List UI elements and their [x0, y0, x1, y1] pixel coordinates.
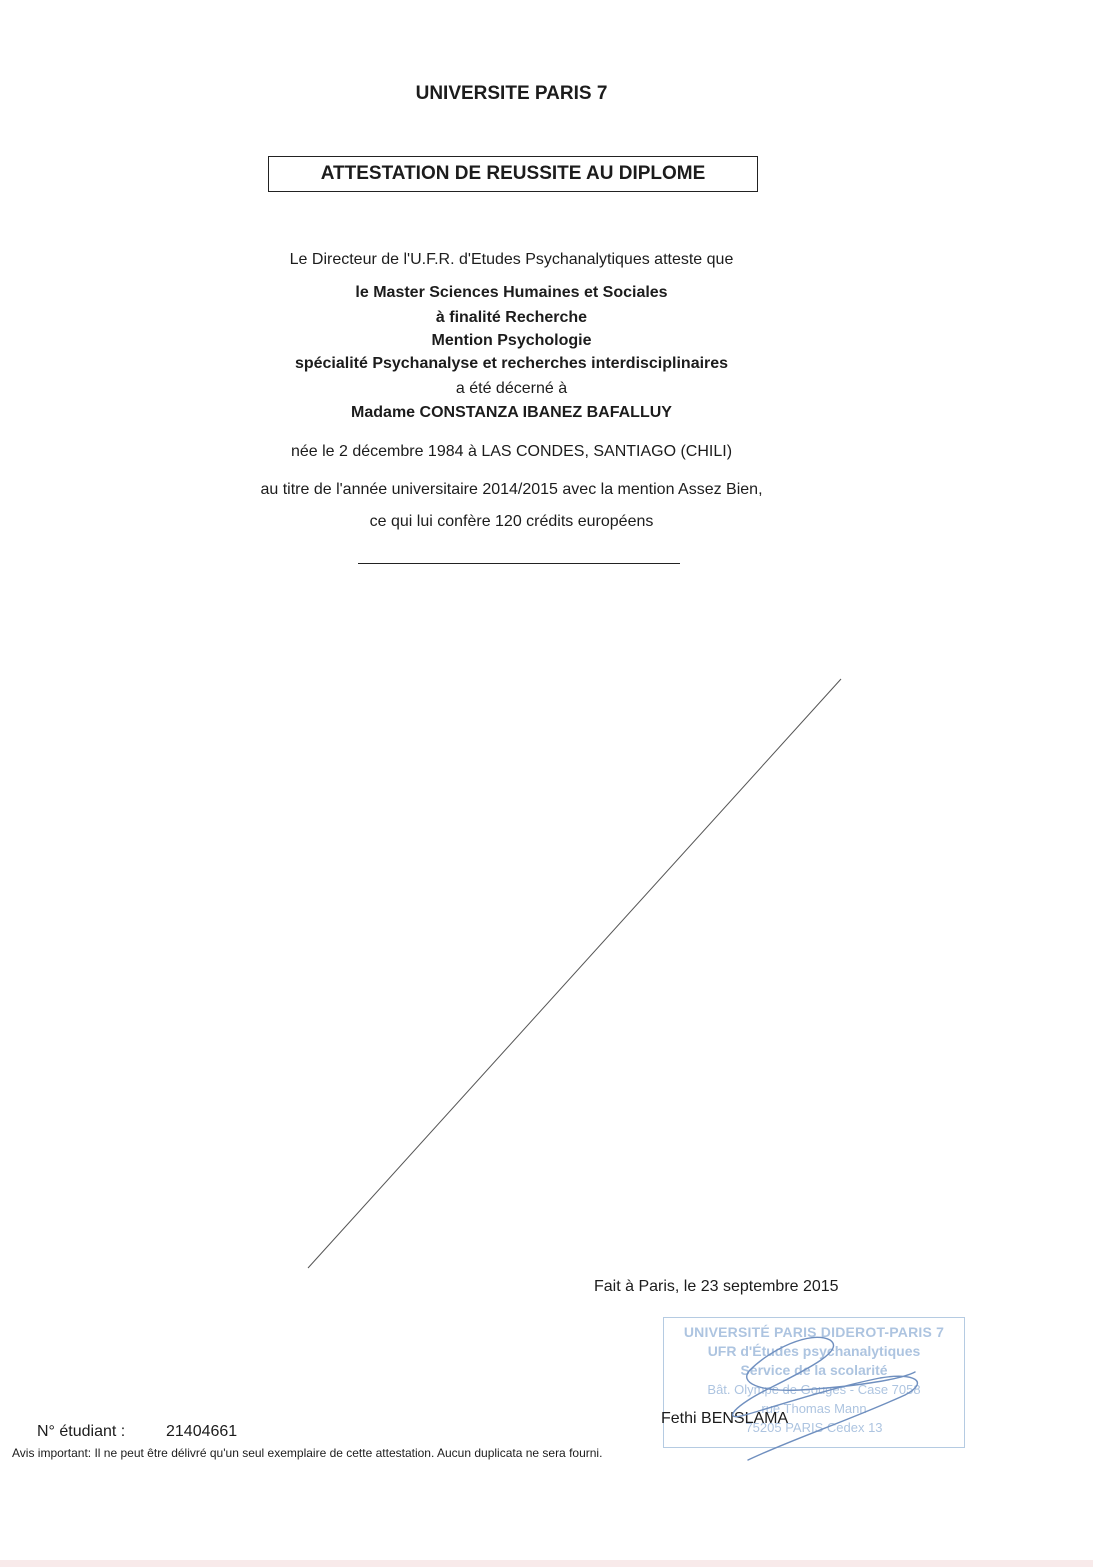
signatory-name: Fethi BENSLAMA — [661, 1410, 789, 1427]
student-number: 21404661 — [166, 1423, 238, 1440]
university-name: UNIVERSITE PARIS 7 — [415, 83, 608, 104]
recipient-name: Madame CONSTANZA IBANEZ BAFALLUY — [351, 404, 672, 421]
birth-info: née le 2 décembre 1984 à LAS CONDES, SANTIAGO (CHILI) — [290, 443, 733, 460]
degree-line-2: à finalité Recherche — [435, 309, 588, 326]
credits-line: ce qui lui confère 120 crédits européens — [369, 513, 654, 530]
degree-line-1: le Master Sciences Humaines et Sociales — [355, 284, 668, 301]
stamp-line-4: Bât. Olympe de Gouges - Case 7058 — [707, 1382, 921, 1397]
important-notice: Avis important: Il ne peut être délivré qu'un seul exemplaire de cette attestation. Aucun duplicata ne sera fourni. — [12, 1446, 603, 1460]
stamp-line-3: Service de la scolarité — [740, 1362, 888, 1378]
stamp-line-2: UFR d'Études psychanalytiques — [707, 1343, 921, 1359]
awarded-text: a été décerné à — [455, 380, 568, 397]
stamp-line-6: 75205 PARIS Cedex 13 — [745, 1420, 883, 1435]
academic-year-line: au titre de l'année universitaire 2014/2015 avec la mention Assez Bien, — [260, 481, 763, 498]
intro-text: Le Directeur de l'U.F.R. d'Etudes Psychanalytiques atteste que — [289, 251, 734, 268]
degree-line-3: Mention Psychologie — [431, 332, 592, 349]
page-bottom-band — [0, 1560, 1093, 1567]
degree-line-4: spécialité Psychanalyse et recherches interdisciplinaires — [294, 355, 729, 372]
student-number-label: N° étudiant : — [37, 1423, 126, 1440]
stamp-line-1: UNIVERSITÉ PARIS DIDEROT-PARIS 7 — [683, 1324, 945, 1340]
stamp-line-5: rue Thomas Mann — [761, 1401, 867, 1416]
document-title: ATTESTATION DE REUSSITE AU DIPLOME — [268, 156, 758, 192]
place-and-date: Fait à Paris, le 23 septembre 2015 — [594, 1278, 839, 1295]
